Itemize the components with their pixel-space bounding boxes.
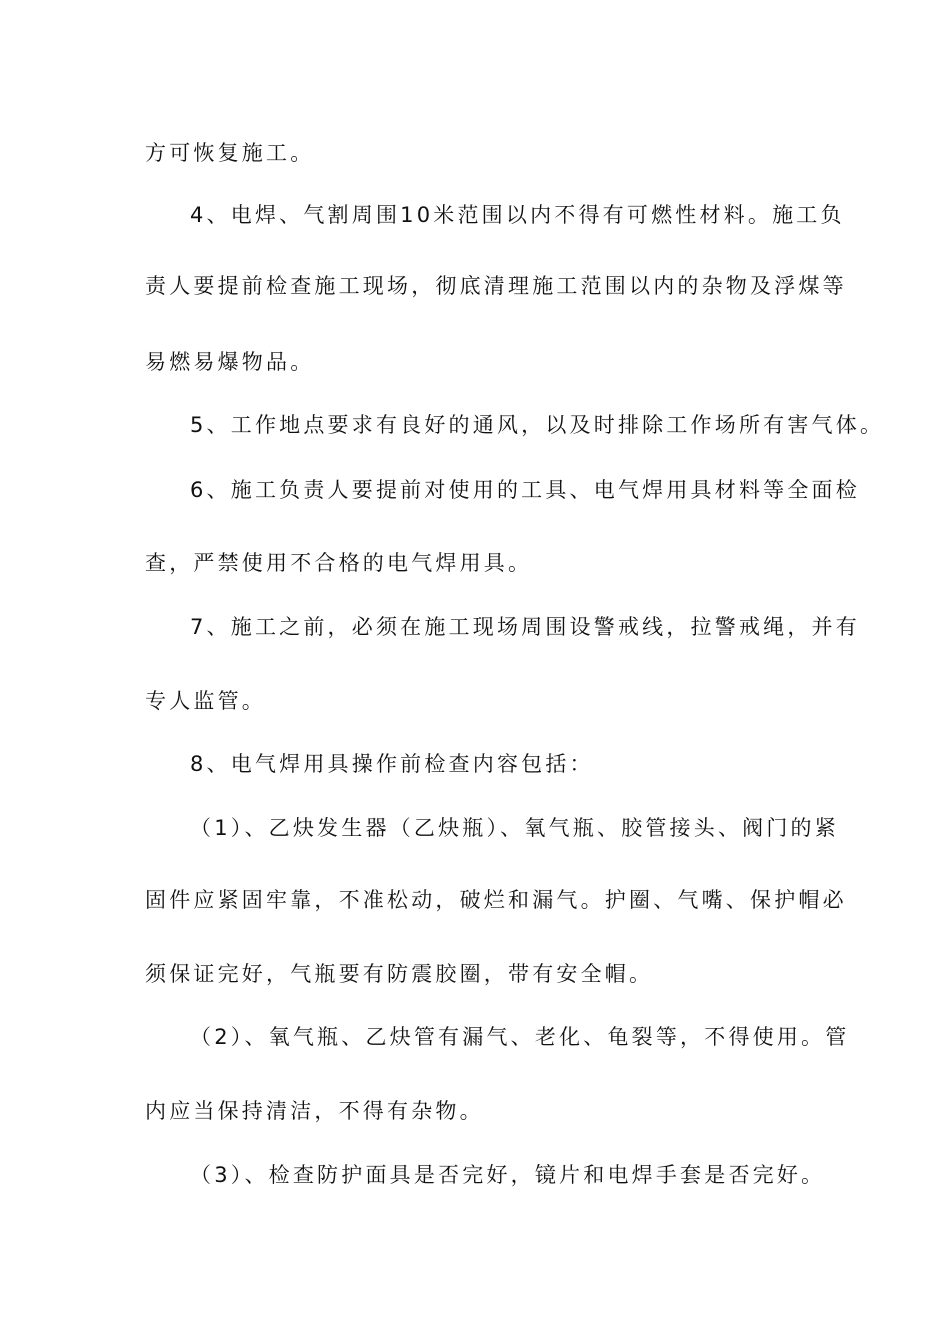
- text-line: 4、电焊、气割周围10米范围以内不得有可燃性材料。施工负: [190, 203, 845, 227]
- text-line: 7、施工之前，必须在施工现场周围设警戒线，拉警戒绳，并有: [190, 615, 860, 639]
- text-line: 责人要提前检查施工现场，彻底清理施工范围以内的杂物及浮煤等: [145, 274, 847, 298]
- text-line: 易燃易爆物品。: [145, 350, 315, 374]
- text-line: 8、电气焊用具操作前检查内容包括：: [190, 752, 594, 776]
- text-line: （3）、检查防护面具是否完好，镜片和电焊手套是否完好。: [190, 1163, 826, 1187]
- text-line: （2）、氧气瓶、乙炔管有漏气、老化、龟裂等，不得使用。管: [190, 1025, 850, 1049]
- text-line: 内应当保持清洁，不得有杂物。: [145, 1099, 484, 1123]
- text-line: （1）、乙炔发生器（乙炔瓶）、氧气瓶、胶管接头、阀门的紧: [190, 816, 839, 840]
- text-line: 方可恢复施工。: [145, 141, 315, 165]
- text-line: 5、工作地点要求有良好的通风，以及时排除工作场所有害气体。: [190, 413, 885, 437]
- text-line: 专人监管。: [145, 689, 266, 713]
- text-line: 须保证完好，气瓶要有防震胶圈，带有安全帽。: [145, 962, 654, 986]
- text-line: 固件应紧固牢靠，不准松动，破烂和漏气。护圈、气嘴、保护帽必: [145, 888, 847, 912]
- text-line: 查，严禁使用不合格的电气焊用具。: [145, 551, 533, 575]
- text-line: 6、施工负责人要提前对使用的工具、电气焊用具材料等全面检: [190, 478, 860, 502]
